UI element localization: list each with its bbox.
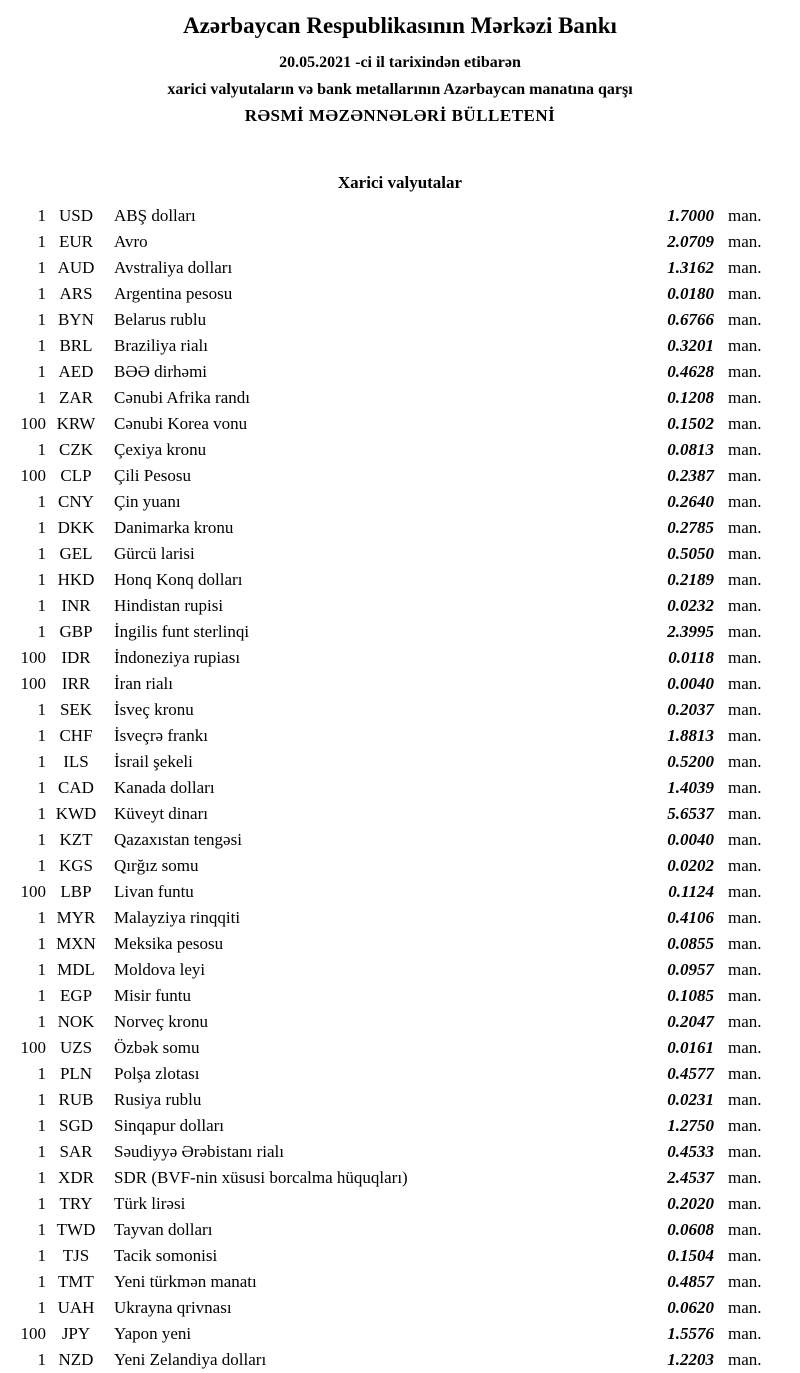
currency-code: TJS <box>62 1246 90 1265</box>
rate-value: 0.1085 <box>667 986 714 1005</box>
rate-value: 0.5050 <box>667 544 714 563</box>
rate-value: 0.0232 <box>667 596 714 615</box>
rate-row <box>0 1139 800 1165</box>
subject-line: xarici valyutaların və bank metallarının Azərbaycan manatına qarşı <box>167 81 633 98</box>
rate-row <box>0 723 800 749</box>
rate-row <box>0 333 800 359</box>
rate-quantity: 1 <box>37 440 46 459</box>
currency-name: Yeni türkmən manatı <box>114 1272 257 1291</box>
currency-name: Misir funtu <box>114 986 191 1005</box>
rate-unit: man. <box>728 1272 762 1291</box>
currency-name: Rusiya rublu <box>114 1090 202 1109</box>
rate-unit: man. <box>728 258 762 277</box>
currency-name: İngilis funt sterlinqi <box>114 622 250 641</box>
rate-unit: man. <box>728 804 762 823</box>
rate-row <box>0 775 800 801</box>
rate-quantity: 1 <box>37 206 46 225</box>
currency-name: Tacik somonisi <box>114 1246 218 1265</box>
currency-name: Avstraliya dolları <box>114 258 233 277</box>
rate-quantity: 1 <box>37 1064 46 1083</box>
rate-quantity: 1 <box>37 1272 46 1291</box>
currency-name: Braziliya rialı <box>114 336 208 355</box>
currency-name: Küveyt dinarı <box>114 804 208 823</box>
rate-quantity: 100 <box>20 674 46 693</box>
currency-code: AUD <box>57 258 95 277</box>
rate-row <box>0 931 800 957</box>
rate-unit: man. <box>728 1298 762 1317</box>
rate-row <box>0 255 800 281</box>
rate-unit: man. <box>728 1168 762 1187</box>
rate-value: 1.4039 <box>667 778 714 797</box>
currency-name: İran rialı <box>114 674 173 693</box>
rate-row <box>0 827 800 853</box>
rate-unit: man. <box>728 622 762 641</box>
rate-quantity: 1 <box>37 960 46 979</box>
rate-quantity: 100 <box>20 414 46 433</box>
rate-quantity: 1 <box>37 726 46 745</box>
currency-code: IDR <box>61 648 91 667</box>
rate-unit: man. <box>728 466 762 485</box>
rate-value: 0.0180 <box>667 284 714 303</box>
rate-unit: man. <box>728 596 762 615</box>
rate-quantity: 1 <box>37 1194 46 1213</box>
section-title-foreign-currencies: Xarici valyutalar <box>337 173 463 192</box>
rate-value: 0.0231 <box>667 1090 714 1109</box>
rate-row <box>0 593 800 619</box>
currency-code: BRL <box>59 336 93 355</box>
rate-unit: man. <box>728 752 762 771</box>
rate-value: 0.1124 <box>668 882 714 901</box>
rate-unit: man. <box>728 336 762 355</box>
rate-unit: man. <box>728 960 762 979</box>
rate-value: 0.0855 <box>667 934 714 953</box>
currency-name: Özbək somu <box>114 1038 200 1057</box>
rate-row <box>0 853 800 879</box>
rate-value: 1.2750 <box>667 1116 714 1135</box>
rate-unit: man. <box>728 830 762 849</box>
currency-code: TMT <box>58 1272 94 1291</box>
rate-row <box>0 489 800 515</box>
rate-value: 2.4537 <box>667 1168 714 1187</box>
rate-value: 2.3995 <box>667 622 714 641</box>
rate-row <box>0 1269 800 1295</box>
rate-quantity: 1 <box>37 856 46 875</box>
rate-value: 5.6537 <box>667 804 714 823</box>
rate-unit: man. <box>728 362 762 381</box>
rate-value: 0.0161 <box>667 1038 714 1057</box>
currency-code: BYN <box>58 310 94 329</box>
currency-name: Çili Pesosu <box>114 466 191 485</box>
rate-row <box>0 801 800 827</box>
currency-name: Qazaxıstan tengəsi <box>114 830 242 849</box>
rate-quantity: 1 <box>37 336 46 355</box>
currency-code: JPY <box>61 1324 91 1343</box>
currency-code: EGP <box>59 986 93 1005</box>
rate-value: 0.2387 <box>667 466 714 485</box>
currency-name: Səudiyyə Ərəbistanı rialı <box>114 1142 284 1161</box>
rate-row <box>0 359 800 385</box>
rate-value: 0.2047 <box>667 1012 714 1031</box>
rate-value: 0.0202 <box>667 856 714 875</box>
rate-value: 1.8813 <box>667 726 714 745</box>
currency-name: Avro <box>114 232 148 251</box>
rate-quantity: 1 <box>37 570 46 589</box>
rate-unit: man. <box>728 206 762 225</box>
currency-code: CHF <box>59 726 93 745</box>
currency-code: PLN <box>59 1064 93 1083</box>
currency-name: Malayziya rinqqiti <box>114 908 241 927</box>
currency-name: Norveç kronu <box>114 1012 208 1031</box>
rate-value: 0.0040 <box>667 674 714 693</box>
rate-quantity: 100 <box>20 648 46 667</box>
rate-quantity: 1 <box>37 1298 46 1317</box>
currency-name: Türk lirəsi <box>114 1194 186 1213</box>
rate-value: 0.0957 <box>667 960 714 979</box>
currency-name: Çexiya kronu <box>114 440 207 459</box>
currency-name: İsveç kronu <box>114 700 194 719</box>
rate-value: 0.0620 <box>667 1298 714 1317</box>
rate-quantity: 100 <box>20 466 46 485</box>
rate-unit: man. <box>728 1064 762 1083</box>
rate-unit: man. <box>728 986 762 1005</box>
currency-name: Hindistan rupisi <box>114 596 224 615</box>
rate-value: 0.5200 <box>667 752 714 771</box>
rate-row <box>0 1009 800 1035</box>
rate-row <box>0 1061 800 1087</box>
rate-value: 0.4533 <box>667 1142 714 1161</box>
rate-value: 1.2203 <box>667 1350 714 1369</box>
currency-code: NZD <box>58 1350 94 1369</box>
rate-quantity: 1 <box>37 518 46 537</box>
rate-quantity: 1 <box>37 258 46 277</box>
currency-name: Yeni Zelandiya dolları <box>114 1350 267 1369</box>
rate-row <box>0 307 800 333</box>
rate-unit: man. <box>728 518 762 537</box>
currency-name: Argentina pesosu <box>114 284 233 303</box>
currency-name: BƏƏ dirhəmi <box>114 362 208 381</box>
rate-unit: man. <box>728 1142 762 1161</box>
rate-row <box>0 1113 800 1139</box>
rate-quantity: 1 <box>37 544 46 563</box>
rate-row <box>0 281 800 307</box>
currency-code: CZK <box>59 440 93 459</box>
rate-quantity: 1 <box>37 362 46 381</box>
rate-unit: man. <box>728 778 762 797</box>
rate-quantity: 1 <box>37 908 46 927</box>
rate-quantity: 1 <box>37 596 46 615</box>
currency-code: KWD <box>55 804 97 823</box>
currency-name: Meksika pesosu <box>114 934 224 953</box>
rate-quantity: 1 <box>37 1246 46 1265</box>
rate-row <box>0 1321 800 1347</box>
rate-quantity: 100 <box>20 882 46 901</box>
rate-value: 1.7000 <box>667 206 714 225</box>
rate-quantity: 1 <box>37 752 46 771</box>
currency-name: Qırğız somu <box>114 856 199 875</box>
currency-code: SEK <box>59 700 93 719</box>
rate-value: 0.2785 <box>667 518 714 537</box>
currency-code: IRR <box>61 674 91 693</box>
rate-row <box>0 879 800 905</box>
rate-value: 0.4106 <box>667 908 714 927</box>
currency-name: Cənubi Afrika randı <box>114 388 250 407</box>
effective-date-line: 20.05.2021 -ci il tarixindən etibarən <box>279 54 521 71</box>
rate-value: 0.2020 <box>667 1194 714 1213</box>
bank-title: Azərbaycan Respublikasının Mərkəzi Bankı <box>183 13 617 38</box>
rate-row <box>0 619 800 645</box>
rate-row <box>0 1243 800 1269</box>
rate-row <box>0 1165 800 1191</box>
rate-value: 0.4577 <box>667 1064 714 1083</box>
bulletin-title: RƏSMİ MƏZƏNNƏLƏRİ BÜLLETENİ <box>244 106 556 125</box>
rate-row <box>0 1347 800 1373</box>
rate-value: 0.3201 <box>667 336 714 355</box>
currency-code: NOK <box>57 1012 95 1031</box>
currency-name: Polşa zlotası <box>114 1064 200 1083</box>
rate-row <box>0 229 800 255</box>
currency-code: GBP <box>59 622 93 641</box>
currency-code: CLP <box>60 466 92 485</box>
currency-name: Çin yuanı <box>114 492 181 511</box>
currency-name: SDR (BVF-nin xüsusi borcalma hüquqları) <box>114 1168 408 1187</box>
rate-row <box>0 437 800 463</box>
rate-value: 1.3162 <box>667 258 714 277</box>
currency-code: KGS <box>58 856 93 875</box>
rate-unit: man. <box>728 1194 762 1213</box>
rate-row <box>0 697 800 723</box>
rate-value: 1.5576 <box>667 1324 714 1343</box>
rate-quantity: 1 <box>37 1142 46 1161</box>
currency-name: İsveçrə frankı <box>114 726 208 745</box>
currency-code: AED <box>58 362 94 381</box>
rate-quantity: 1 <box>37 1350 46 1369</box>
currency-code: MYR <box>56 908 96 927</box>
rate-unit: man. <box>728 934 762 953</box>
currency-name: Sinqapur dolları <box>114 1116 225 1135</box>
currency-name: Cənubi Korea vonu <box>114 414 248 433</box>
currency-code: GEL <box>59 544 93 563</box>
rate-value: 0.0813 <box>667 440 714 459</box>
rate-row <box>0 1191 800 1217</box>
rate-unit: man. <box>728 674 762 693</box>
rate-quantity: 100 <box>20 1038 46 1057</box>
rate-quantity: 1 <box>37 778 46 797</box>
currency-name: Tayvan dolları <box>114 1220 213 1239</box>
rate-value: 0.0118 <box>668 648 714 667</box>
currency-code: ILS <box>63 752 89 771</box>
currency-name: Ukrayna qrivnası <box>114 1298 232 1317</box>
rate-row <box>0 671 800 697</box>
rate-unit: man. <box>728 1038 762 1057</box>
currency-code: USD <box>58 206 93 225</box>
rate-quantity: 1 <box>37 310 46 329</box>
rate-unit: man. <box>728 1350 762 1369</box>
rate-unit: man. <box>728 1116 762 1135</box>
rate-quantity: 1 <box>37 1116 46 1135</box>
rate-row <box>0 567 800 593</box>
currency-code: ARS <box>59 284 93 303</box>
currency-name: Honq Konq dolları <box>114 570 243 589</box>
rate-unit: man. <box>728 570 762 589</box>
rate-unit: man. <box>728 1220 762 1239</box>
rate-value: 0.2189 <box>667 570 714 589</box>
currency-code: ZAR <box>59 388 93 407</box>
rate-value: 0.4628 <box>667 362 714 381</box>
rate-value: 0.1502 <box>667 414 714 433</box>
rate-value: 0.1208 <box>667 388 714 407</box>
currency-code: SAR <box>59 1142 93 1161</box>
currency-name: Livan funtu <box>114 882 194 901</box>
rate-unit: man. <box>728 310 762 329</box>
rate-unit: man. <box>728 232 762 251</box>
currency-name: Gürcü larisi <box>114 544 195 563</box>
currency-code: TWD <box>56 1220 96 1239</box>
rate-row <box>0 1087 800 1113</box>
currency-code: TRY <box>59 1194 93 1213</box>
rate-value: 0.2640 <box>667 492 714 511</box>
rate-value: 0.0040 <box>667 830 714 849</box>
rate-unit: man. <box>728 882 762 901</box>
rate-unit: man. <box>728 726 762 745</box>
currency-code: HKD <box>57 570 95 589</box>
currency-code: CNY <box>58 492 94 511</box>
rate-quantity: 1 <box>37 232 46 251</box>
rate-quantity: 1 <box>37 700 46 719</box>
currency-code: RUB <box>58 1090 94 1109</box>
rate-quantity: 1 <box>37 388 46 407</box>
rate-row <box>0 411 800 437</box>
currency-name: İndoneziya rupiası <box>114 648 241 667</box>
rate-row <box>0 541 800 567</box>
currency-code: DKK <box>57 518 95 537</box>
rate-row <box>0 385 800 411</box>
rate-quantity: 1 <box>37 492 46 511</box>
rate-quantity: 1 <box>37 284 46 303</box>
rate-row <box>0 983 800 1009</box>
rate-unit: man. <box>728 1012 762 1031</box>
rate-unit: man. <box>728 1246 762 1265</box>
currency-code: SGD <box>58 1116 93 1135</box>
rate-unit: man. <box>728 1324 762 1343</box>
rate-row <box>0 515 800 541</box>
rate-unit: man. <box>728 388 762 407</box>
currency-code: INR <box>61 596 91 615</box>
rate-quantity: 1 <box>37 804 46 823</box>
currency-name: Belarus rublu <box>114 310 207 329</box>
rate-unit: man. <box>728 856 762 875</box>
currency-code: KZT <box>59 830 93 849</box>
rate-row <box>0 463 800 489</box>
currency-code: XDR <box>58 1168 94 1187</box>
currency-name: Yapon yeni <box>114 1324 192 1343</box>
rate-value: 0.1504 <box>667 1246 714 1265</box>
rate-quantity: 1 <box>37 622 46 641</box>
currency-name: Kanada dolları <box>114 778 215 797</box>
rate-unit: man. <box>728 440 762 459</box>
currency-code: UZS <box>59 1038 93 1057</box>
currency-code: UAH <box>57 1298 95 1317</box>
currency-name: Moldova leyi <box>114 960 206 979</box>
rate-quantity: 1 <box>37 1168 46 1187</box>
rate-unit: man. <box>728 414 762 433</box>
rates-table <box>0 203 800 1373</box>
currency-name: ABŞ dolları <box>114 206 196 225</box>
rate-unit: man. <box>728 700 762 719</box>
rate-quantity: 1 <box>37 986 46 1005</box>
rate-value: 0.2037 <box>667 700 714 719</box>
currency-name: İsrail şekeli <box>114 752 193 771</box>
rate-unit: man. <box>728 1090 762 1109</box>
rate-unit: man. <box>728 544 762 563</box>
rate-value: 0.4857 <box>667 1272 714 1291</box>
rate-quantity: 1 <box>37 1220 46 1239</box>
rate-row <box>0 905 800 931</box>
rate-quantity: 1 <box>37 830 46 849</box>
rate-unit: man. <box>728 648 762 667</box>
rate-unit: man. <box>728 492 762 511</box>
rate-quantity: 100 <box>20 1324 46 1343</box>
rate-row <box>0 1217 800 1243</box>
currency-code: EUR <box>59 232 93 251</box>
rate-row <box>0 1295 800 1321</box>
currency-name: Danimarka kronu <box>114 518 234 537</box>
rate-value: 0.0608 <box>667 1220 714 1239</box>
rate-row <box>0 749 800 775</box>
currency-code: MDL <box>57 960 95 979</box>
currency-code: LBP <box>60 882 92 901</box>
rate-value: 2.0709 <box>667 232 714 251</box>
rate-unit: man. <box>728 908 762 927</box>
rate-quantity: 1 <box>37 934 46 953</box>
rate-quantity: 1 <box>37 1090 46 1109</box>
currency-code: MXN <box>56 934 96 953</box>
rate-row <box>0 645 800 671</box>
rate-row <box>0 1035 800 1061</box>
rate-unit: man. <box>728 284 762 303</box>
currency-code: KRW <box>56 414 96 433</box>
currency-code: CAD <box>58 778 94 797</box>
rate-quantity: 1 <box>37 1012 46 1031</box>
rate-row <box>0 203 800 229</box>
rate-value: 0.6766 <box>667 310 714 329</box>
rate-row <box>0 957 800 983</box>
